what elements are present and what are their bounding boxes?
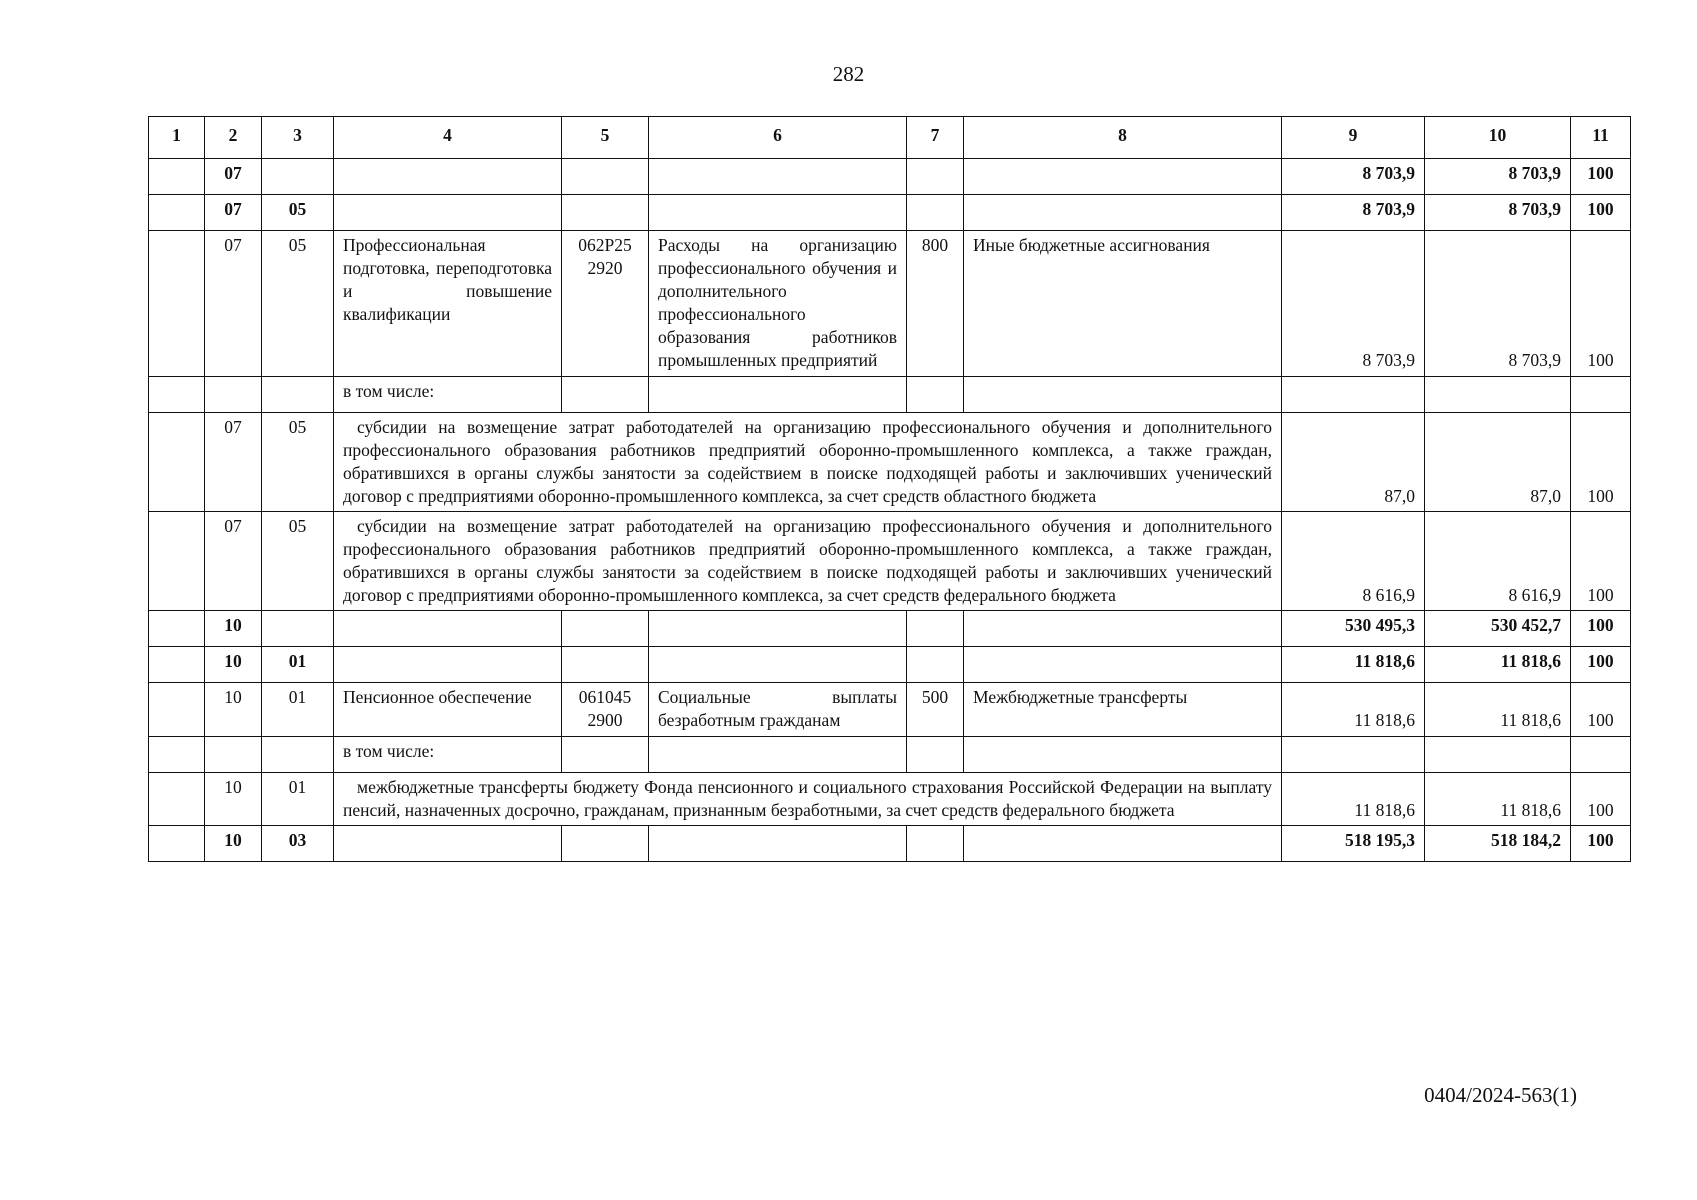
percent-value: 100: [1571, 683, 1631, 736]
amount-fact: 8 616,9: [1425, 511, 1571, 610]
section-code: 10: [205, 611, 262, 647]
percent-value: 100: [1571, 231, 1631, 377]
expense-type-name: Иные бюджетные ассигнования: [964, 231, 1282, 377]
subsidy-description: субсидии на возмещение затрат работодателей на организацию профессионального обучения и дополнительного профессионального образования работников предприятий оборонно-промышленного комплекса, а также граждан, обратившихся в органы службы занятости за содействием в поиске подходящей работы и заключивших ученический договор с предприятиями оборонно-промышленного комплекса, за счет средств областного бюджета: [334, 412, 1282, 511]
target-article-code: 061045 2900: [562, 683, 649, 736]
percent-value: 100: [1571, 647, 1631, 683]
amount-plan: 8 616,9: [1282, 511, 1425, 610]
amount-fact: 8 703,9: [1425, 231, 1571, 377]
subsection-code: [262, 159, 334, 195]
header-cell: 1: [149, 117, 205, 159]
subsection-code: 05: [262, 231, 334, 377]
document-code: 0404/2024-563(1): [1424, 1083, 1577, 1107]
amount-fact: 518 184,2: [1425, 825, 1571, 861]
amount-fact: 530 452,7: [1425, 611, 1571, 647]
percent-value: 100: [1571, 159, 1631, 195]
subsection-code: 05: [262, 511, 334, 610]
header-cell: 10: [1425, 117, 1571, 159]
header-row: [149, 117, 1631, 159]
table-row: [149, 611, 1631, 647]
subsection-code: 01: [262, 772, 334, 825]
amount-fact: 11 818,6: [1425, 647, 1571, 683]
section-code: 07: [205, 195, 262, 231]
percent-value: 100: [1571, 772, 1631, 825]
expense-type-name: Межбюджетные трансферты: [964, 683, 1282, 736]
header-cell: 3: [262, 117, 334, 159]
table-row: [149, 683, 1631, 736]
subsection-name: Профессиональная подготовка, переподготовка и повышение квалификации: [334, 231, 562, 377]
section-code: 10: [205, 825, 262, 861]
section-code: 10: [205, 683, 262, 736]
table-row: [149, 647, 1631, 683]
budget-table: [148, 116, 1631, 862]
amount-plan: 8 703,9: [1282, 231, 1425, 377]
section-code: 07: [205, 159, 262, 195]
amount-plan: 11 818,6: [1282, 647, 1425, 683]
table-row: [149, 825, 1631, 861]
percent-value: 100: [1571, 611, 1631, 647]
transfer-description: межбюджетные трансферты бюджету Фонда пенсионного и социального страхования Российской Федерации на выплату пенсий, назначенных досрочно, гражданам, признанным безработными, за счет средств федерального бюджета: [334, 772, 1282, 825]
table-row: [149, 511, 1631, 610]
table-row: [149, 376, 1631, 412]
percent-value: 100: [1571, 195, 1631, 231]
amount-plan: 8 703,9: [1282, 195, 1425, 231]
header-cell: 7: [907, 117, 964, 159]
amount-plan: 8 703,9: [1282, 159, 1425, 195]
amount-fact: 8 703,9: [1425, 159, 1571, 195]
header-cell: 4: [334, 117, 562, 159]
expense-type-code: 500: [907, 683, 964, 736]
target-article-name: Социальные выплаты безработным гражданам: [649, 683, 907, 736]
subsection-code: 05: [262, 412, 334, 511]
amount-fact: 11 818,6: [1425, 683, 1571, 736]
page-number: 282: [832, 62, 865, 86]
subsection-code: 05: [262, 195, 334, 231]
header-cell: 6: [649, 117, 907, 159]
header-cell: 9: [1282, 117, 1425, 159]
amount-fact: 11 818,6: [1425, 772, 1571, 825]
expense-type-code: 800: [907, 231, 964, 377]
subsection-code: 01: [262, 647, 334, 683]
amount-plan: 518 195,3: [1282, 825, 1425, 861]
subsection-code: 01: [262, 683, 334, 736]
section-code: 07: [205, 412, 262, 511]
header-cell: 8: [964, 117, 1282, 159]
section-code: 07: [205, 231, 262, 377]
including-label: в том числе:: [334, 736, 562, 772]
header-cell: 5: [562, 117, 649, 159]
amount-plan: 87,0: [1282, 412, 1425, 511]
table-row: [149, 159, 1631, 195]
percent-value: 100: [1571, 511, 1631, 610]
table-row: [149, 195, 1631, 231]
percent-value: 100: [1571, 412, 1631, 511]
percent-value: 100: [1571, 825, 1631, 861]
table-row: [149, 231, 1631, 377]
section-code: 07: [205, 511, 262, 610]
table-row: [149, 412, 1631, 511]
header-cell: 2: [205, 117, 262, 159]
subsidy-description: субсидии на возмещение затрат работодателей на организацию профессионального обучения и дополнительного профессионального образования работников предприятий оборонно-промышленного комплекса, а также граждан, обратившихся в органы службы занятости за содействием в поиске подходящей работы и заключивших ученический договор с предприятиями оборонно-промышленного комплекса, за счет средств федерального бюджета: [334, 511, 1282, 610]
target-article-code: 062Р25 2920: [562, 231, 649, 377]
amount-plan: 11 818,6: [1282, 772, 1425, 825]
amount-plan: 530 495,3: [1282, 611, 1425, 647]
section-code: 10: [205, 647, 262, 683]
amount-fact: 8 703,9: [1425, 195, 1571, 231]
table-row: [149, 772, 1631, 825]
section-code: 10: [205, 772, 262, 825]
target-article-name: Расходы на организацию профессионального обучения и дополнительного профессионального образования работников промышленных предприятий: [649, 231, 907, 377]
amount-plan: 11 818,6: [1282, 683, 1425, 736]
table-row: [149, 736, 1631, 772]
subsection-name: Пенсионное обеспечение: [334, 683, 562, 736]
subsection-code: 03: [262, 825, 334, 861]
subsection-code: [262, 611, 334, 647]
including-label: в том числе:: [334, 376, 562, 412]
header-cell: 11: [1571, 117, 1631, 159]
amount-fact: 87,0: [1425, 412, 1571, 511]
